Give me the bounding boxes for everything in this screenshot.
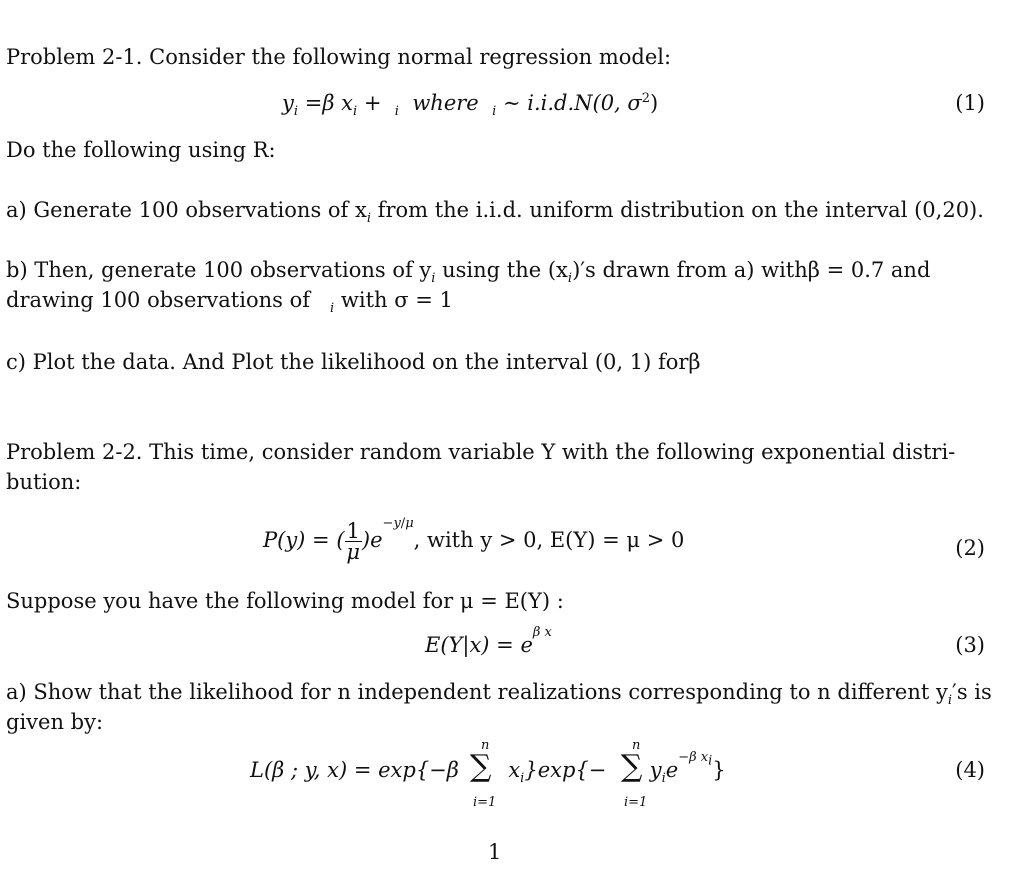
problem-2-1-part-b-line2: drawing 100 observations of $_i$ with σ = 1 (6, 288, 453, 317)
problem-2-1-part-a: a) Generate 100 observations of $x_i$ from the i.i.d. uniform distribution on the interval (0,20). (6, 198, 984, 227)
problem-2-2-intro-line1: Problem 2-2. This time, consider random variable Y with the following exponential distri- (6, 440, 956, 464)
sum-symbol-1: ∑ (470, 749, 492, 784)
problem-2-1-part-b-line1: b) Then, generate 100 observations of $y_i$ using the $(x_i)'s$ drawn from a) withβ = 0.7 and (6, 258, 931, 287)
equation-2-number: (2) (955, 536, 985, 560)
page-number: 1 (488, 840, 502, 864)
problem-2-2-part-a-line1: a) Show that the likelihood for n independent realizations corresponding to n different $y_i's$ is (6, 680, 992, 709)
sum-1-upper: n (481, 738, 490, 753)
problem-2-1-part-c: c) Plot the data. And Plot the likelihood on the interval (0, 1) forβ (6, 350, 701, 374)
equation-3-number: (3) (955, 633, 985, 657)
equation-4: L(β ; y, x) = exp{−β $x_i\}\exp\{- y_ie^{-\beta x_i}\}$ (250, 750, 726, 787)
equation-2: P(y) = ( $\frac{1}{\mu}$ )$e^{-y/\mu}$, with y > 0, E(Y) = μ > 0 (263, 516, 685, 564)
sum-2-lower: i=1 (624, 795, 648, 810)
equation-1: $y_i =\beta$ $x_i + _i$ where $_i$ ∼ i.i.d.N(0, $\sigma^2$) (282, 91, 659, 120)
problem-2-1-intro: Problem 2-1. Consider the following normal regression model: (6, 45, 672, 69)
problem-2-2-suppose: Suppose you have the following model for μ = E(Y) : (6, 589, 564, 613)
equation-4-number: (4) (955, 758, 985, 782)
problem-2-2-part-a-line2: given by: (6, 710, 104, 734)
sum-2-upper: n (632, 738, 641, 753)
problem-2-2-intro-line2: bution: (6, 470, 82, 494)
equation-3: $E(Y|x) = e^{\beta x}$ (425, 625, 552, 657)
sum-symbol-2: ∑ (621, 749, 643, 784)
do-following: Do the following using R: (6, 138, 276, 162)
sum-1-lower: i=1 (473, 795, 497, 810)
equation-1-number: (1) (955, 91, 985, 115)
